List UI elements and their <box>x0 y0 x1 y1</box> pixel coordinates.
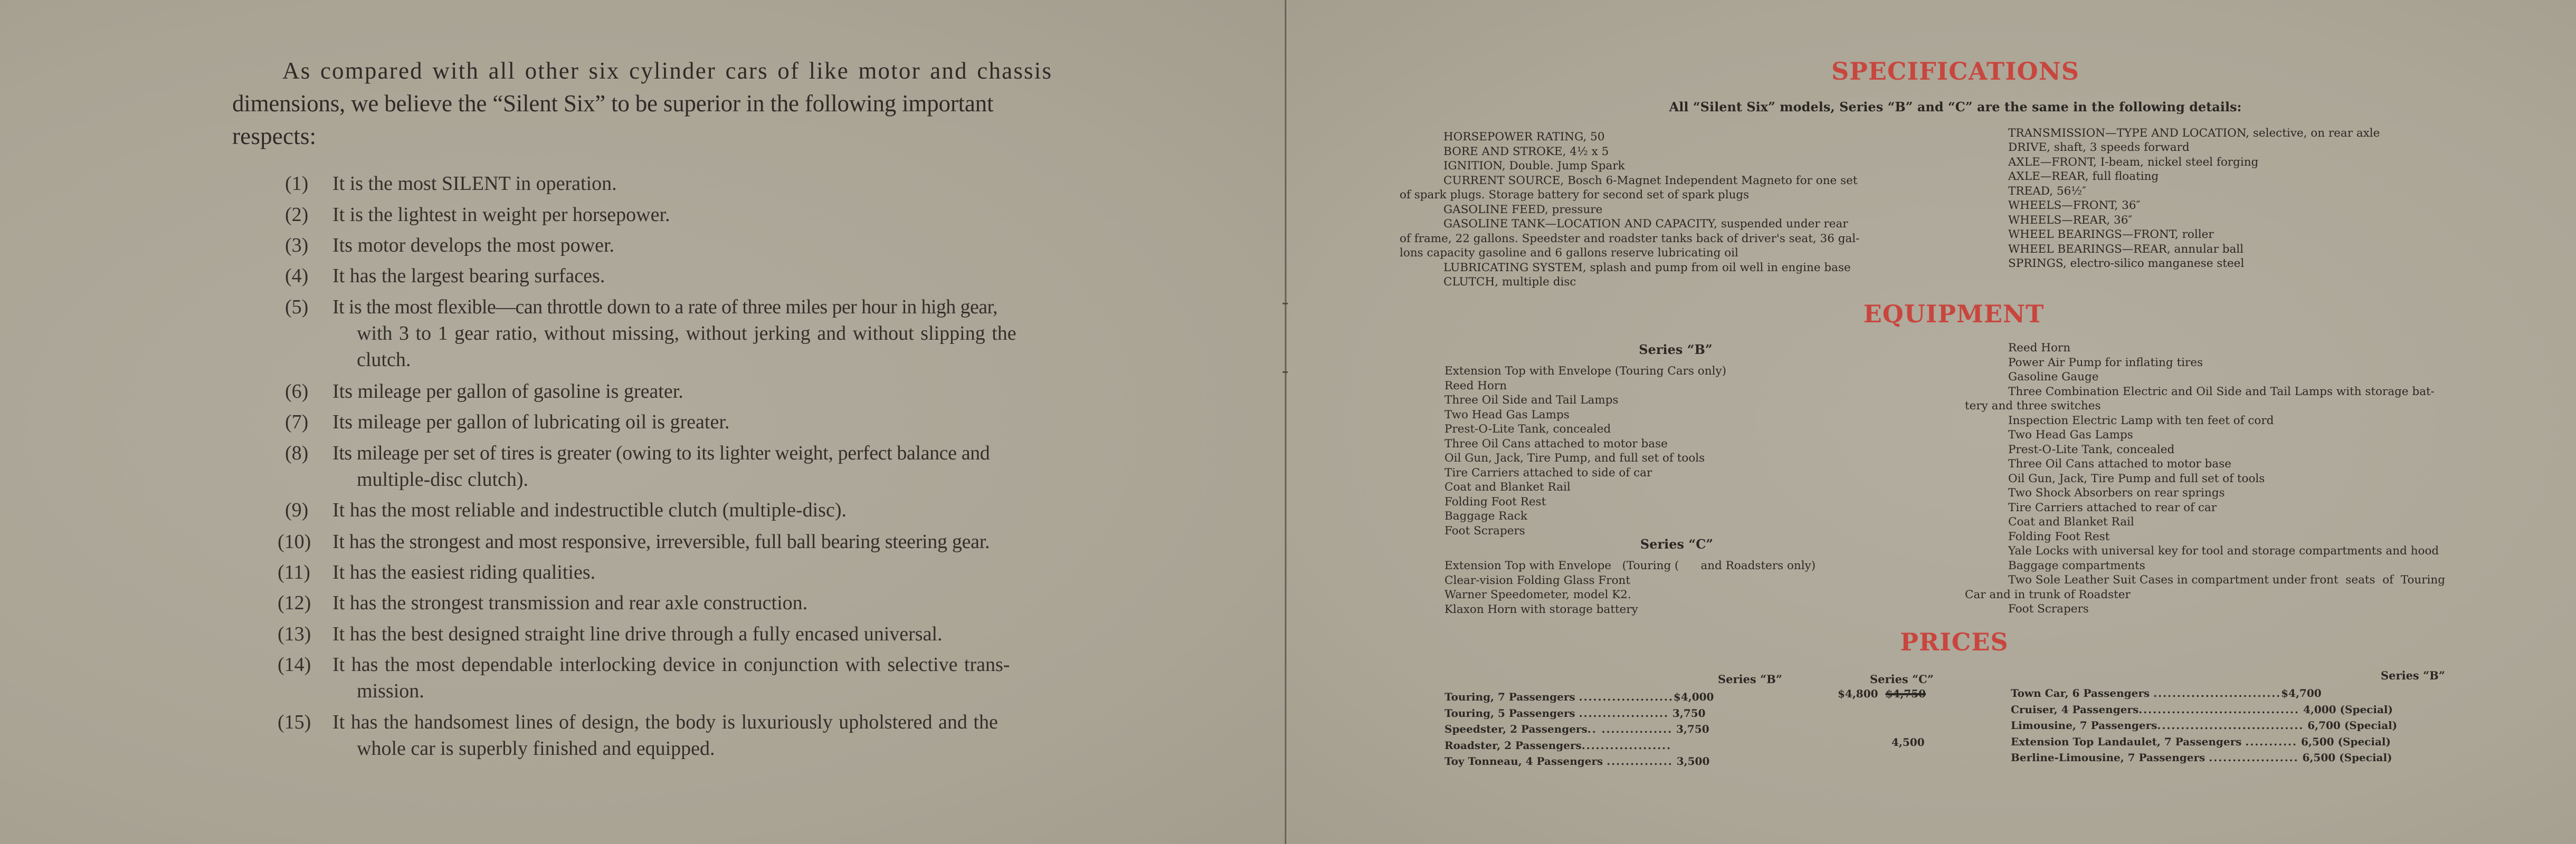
price-series-b: 3,500 <box>1676 755 1710 768</box>
equipment-item: Three Combination Electric and Oil Side and Tail Lamps with storage bat- <box>2008 385 2435 398</box>
model-name: Touring, 7 Passengers <box>1444 690 1575 703</box>
specifications-heading: SPECIFICATIONS <box>1831 57 2080 85</box>
leader-dots: ................... <box>2209 751 2299 764</box>
spec-line: SPRINGS, electro-silico manganese steel <box>2008 257 2245 270</box>
list-item-number: (1) <box>285 172 309 195</box>
spec-line: WHEELS—REAR, 36″ <box>2008 214 2133 227</box>
equipment-item: Two Head Gas Lamps <box>1444 408 1570 421</box>
price-series-b: 6,500 <box>2301 735 2334 748</box>
list-item-number: (4) <box>285 265 309 287</box>
list-item-text: multiple-disc clutch). <box>357 468 529 491</box>
leader-dots: ........... <box>2245 735 2297 748</box>
equipment-item: Folding Foot Rest <box>1444 495 1546 509</box>
intro-line-3: respects: <box>232 123 317 149</box>
model-name: Roadster, 2 Passengers <box>1444 739 1582 752</box>
list-item-number: (9) <box>285 499 309 521</box>
spec-line: of frame, 22 gallons. Speedster and roadster tanks back of driver's seat, 36 gal- <box>1400 232 1860 245</box>
equipment-item: Tire Carriers attached to rear of car <box>2008 501 2217 514</box>
price-row <box>1444 753 1709 770</box>
spec-line: WHEELS—FRONT, 36″ <box>2008 199 2141 212</box>
leader-dots: ................... <box>1579 707 1669 720</box>
list-item-text: It has the strongest and most responsive, irreversible, full ball bearing steering gear. <box>332 531 990 553</box>
price-series-c: 4,500 <box>1891 736 1925 749</box>
price-series-b: 3,750 <box>1676 723 1709 735</box>
equipment-item: Foot Scrapers <box>2008 602 2089 616</box>
spec-line: GASOLINE TANK—LOCATION AND CAPACITY, suspended under rear <box>1443 217 1848 231</box>
price-value: $4,800 <box>1838 687 1878 700</box>
price-row <box>2011 717 2397 734</box>
list-item-number: (15) <box>278 711 311 733</box>
model-name: Touring, 5 Passengers <box>1444 707 1575 720</box>
equipment-item: Reed Horn <box>1444 379 1507 392</box>
equipment-item: Clear-vision Folding Glass Front <box>1444 574 1631 587</box>
spec-line: AXLE—REAR, full floating <box>2008 170 2159 183</box>
price-row <box>2011 702 2393 718</box>
price-note: (Special) <box>2337 735 2391 748</box>
spec-line: HORSEPOWER RATING, 50 <box>1443 130 1605 143</box>
equipment-item: tery and three switches <box>1965 399 2101 413</box>
price-note: (Special) <box>2339 751 2392 764</box>
leader-dots: .................... <box>1579 690 1674 703</box>
price-note: (Special) <box>2344 719 2398 732</box>
struck-price: $4,750 <box>1885 687 1926 700</box>
leader-dots: .................................. <box>2138 703 2299 716</box>
spec-line: TRANSMISSION—TYPE AND LOCATION, selective, on rear axle <box>2008 127 2380 140</box>
spec-line: WHEEL BEARINGS—REAR, annular ball <box>2008 243 2244 256</box>
equipment-item: Coat and Blanket Rail <box>2008 515 2134 529</box>
spec-line: DRIVE, shaft, 3 speeds forward <box>2008 141 2190 154</box>
list-item-text: It has the strongest transmission and rear axle construction. <box>332 592 808 614</box>
equipment-item: Extension Top with Envelope (Touring Cars only) <box>1444 365 1726 378</box>
equipment-item: Two Shock Absorbers on rear springs <box>2008 486 2225 500</box>
price-series-b: 3,750 <box>1672 707 1706 720</box>
price-row <box>2011 685 2322 702</box>
equipment-item: Oil Gun, Jack, Tire Pump, and full set of tools <box>1444 452 1705 465</box>
list-item-number: (12) <box>278 592 311 614</box>
price-series-b: 6,500 <box>2302 751 2336 764</box>
series-c-label: Series “C” <box>1640 536 1714 552</box>
equipment-heading: EQUIPMENT <box>1863 300 2045 328</box>
spec-line: CURRENT SOURCE, Bosch 6-Magnet Independent Magneto for one set <box>1443 174 1858 187</box>
column-header-series-c: Series “C” <box>1870 673 1934 686</box>
center-fold <box>1285 0 1287 844</box>
spec-line: lons capacity gasoline and 6 gallons reserve lubricating oil <box>1400 246 1738 260</box>
spec-line: TREAD, 56½″ <box>2008 185 2087 198</box>
leader-dots: .............. <box>1607 755 1673 768</box>
list-item-number: (2) <box>285 204 309 226</box>
spec-line: GASOLINE FEED, pressure <box>1443 203 1603 216</box>
list-item-text: It is the most SILENT in operation. <box>332 172 617 195</box>
price-series-b: 4,000 <box>2303 703 2336 716</box>
equipment-item: Car and in trunk of Roadster <box>1965 588 2131 601</box>
model-name: Town Car, 6 Passengers <box>2011 687 2150 699</box>
price-note: (Special) <box>2340 703 2393 716</box>
equipment-item: Two Head Gas Lamps <box>2008 428 2133 442</box>
list-item-number: (11) <box>278 561 310 583</box>
model-name: Toy Tonneau, 4 Passengers <box>1444 755 1603 768</box>
price-row <box>2011 734 2391 750</box>
price-row <box>1444 705 1706 722</box>
column-header-series-b: Series “B” <box>1718 673 1782 686</box>
list-item-text: It has the easiest riding qualities. <box>332 561 596 583</box>
list-item-text: whole car is superbly finished and equipped. <box>357 737 715 760</box>
equipment-item: Warner Speedometer, model K2. <box>1444 588 1631 601</box>
spec-line: BORE AND STROKE, 4½ x 5 <box>1443 145 1609 158</box>
equipment-item: Prest-O-Lite Tank, concealed <box>2008 443 2175 456</box>
equipment-item: Tire Carriers attached to side of car <box>1444 466 1652 479</box>
equipment-item: Klaxon Horn with storage battery <box>1444 603 1638 616</box>
equipment-item: Yale Locks with universal key for tool and storage compartments and hood <box>2008 544 2439 558</box>
specifications-subtitle: All “Silent Six” models, Series “B” and “C” are the same in the following details: <box>1669 99 2242 114</box>
list-item-text: It is the most flexible—can throttle down to a rate of three miles per hour in high gear, <box>332 296 997 318</box>
equipment-item: Three Oil Side and Tail Lamps <box>1444 394 1619 407</box>
spec-line: CLUTCH, multiple disc <box>1443 275 1576 289</box>
list-item-text: clutch. <box>357 349 411 371</box>
leader-dots: .. ............... <box>1587 723 1673 735</box>
spec-line: IGNITION, Double. Jump Spark <box>1443 159 1625 172</box>
list-item-number: (5) <box>285 296 309 318</box>
intro-line-2: dimensions, we believe the “Silent Six” to be superior in the following important <box>232 90 994 117</box>
price-series-b: $4,700 <box>2281 687 2322 699</box>
equipment-item: Two Sole Leather Suit Cases in compartment under front seats of Touring <box>2008 573 2446 587</box>
equipment-item: Folding Foot Rest <box>2008 530 2110 543</box>
list-item-text: mission. <box>357 680 424 702</box>
list-item-text: Its mileage per gallon of lubricating oil is greater. <box>332 411 730 433</box>
equipment-item: Gasoline Gauge <box>2008 370 2099 383</box>
list-item-text: It has the most reliable and indestructible clutch (multiple-disc). <box>332 499 847 521</box>
right-page <box>1288 0 2576 844</box>
equipment-item: Reed Horn <box>2008 341 2071 354</box>
leader-dots: ........................... <box>2153 687 2282 699</box>
list-item-number: (13) <box>278 623 311 645</box>
list-item-text: Its mileage per set of tires is greater (owing to its lighter weight, perfect balance and <box>332 442 990 464</box>
price-series-b: $4,000 <box>1673 690 1714 703</box>
list-item-number: (8) <box>285 442 309 464</box>
list-item-number: (3) <box>285 234 309 256</box>
equipment-item: Prest-O-Lite Tank, concealed <box>1444 423 1611 436</box>
left-page <box>0 0 1286 844</box>
equipment-item: Power Air Pump for inflating tires <box>2008 356 2203 369</box>
intro-line-1: As compared with all other six cylinder cars of like motor and chassis <box>282 57 1053 84</box>
model-name: Cruiser, 4 Passengers <box>2011 703 2139 716</box>
leader-dots: ................... <box>1581 739 1672 752</box>
column-header-series-b: Series “B” <box>2381 669 2445 682</box>
list-item-text: It has the best designed straight line drive through a fully encased universal. <box>332 623 943 645</box>
model-name: Extension Top Landaulet, 7 Passengers <box>2011 735 2242 748</box>
list-item-text: Its motor develops the most power. <box>332 234 615 256</box>
spec-line: of spark plugs. Storage battery for second set of spark plugs <box>1400 188 1750 202</box>
list-item-number: (6) <box>285 380 309 402</box>
list-item-text: with 3 to 1 gear ratio, without missing, without jerking and without slipping the <box>357 322 1016 344</box>
equipment-item: Three Oil Cans attached to motor base <box>2008 457 2231 471</box>
list-item-text: Its mileage per gallon of gasoline is greater. <box>332 380 683 402</box>
equipment-item: Three Oil Cans attached to motor base <box>1444 437 1668 450</box>
spec-line: LUBRICATING SYSTEM, splash and pump from oil well in engine base <box>1443 261 1851 274</box>
price-row <box>2011 750 2392 766</box>
spec-line: WHEEL BEARINGS—FRONT, roller <box>2008 228 2214 241</box>
equipment-item: Baggage compartments <box>2008 559 2145 572</box>
list-item-text: It has the largest bearing surfaces. <box>332 265 605 287</box>
model-name: Limousine, 7 Passengers <box>2011 719 2157 732</box>
price-series-b: 6,700 <box>2307 719 2341 732</box>
price-row <box>1444 689 1714 705</box>
series-b-label: Series “B” <box>1639 342 1713 357</box>
equipment-item: Oil Gun, Jack, Tire Pump and full set of tools <box>2008 472 2265 485</box>
prices-heading: PRICES <box>1900 628 2009 656</box>
model-name: Berline-Limousine, 7 Passengers <box>2011 751 2206 764</box>
leader-dots: ............................... <box>2157 719 2304 732</box>
price-row <box>1444 721 1709 737</box>
list-item-text: It has the most dependable interlocking device in conjunction with selective trans- <box>332 654 1010 676</box>
spec-line: AXLE—FRONT, I-beam, nickel steel forging <box>2008 156 2259 169</box>
equipment-item: Inspection Electric Lamp with ten feet of cord <box>2008 414 2274 427</box>
price-series-c <box>1838 686 1926 702</box>
list-item-number: (10) <box>278 531 311 553</box>
list-item-number: (7) <box>285 411 309 433</box>
equipment-item: Baggage Rack <box>1444 510 1527 523</box>
equipment-item: Extension Top with Envelope (Touring ( and Roadsters only) <box>1444 559 1816 572</box>
equipment-item: Coat and Blanket Rail <box>1444 481 1571 494</box>
price-row <box>1444 737 1671 754</box>
equipment-item: Foot Scrapers <box>1444 524 1525 538</box>
list-item-number: (14) <box>278 654 311 676</box>
list-item-text: It has the handsomest lines of design, the body is luxuriously upholstered and the <box>332 711 998 733</box>
list-item-text: It is the lightest in weight per horsepower. <box>332 204 670 226</box>
model-name: Speedster, 2 Passengers <box>1444 723 1588 735</box>
